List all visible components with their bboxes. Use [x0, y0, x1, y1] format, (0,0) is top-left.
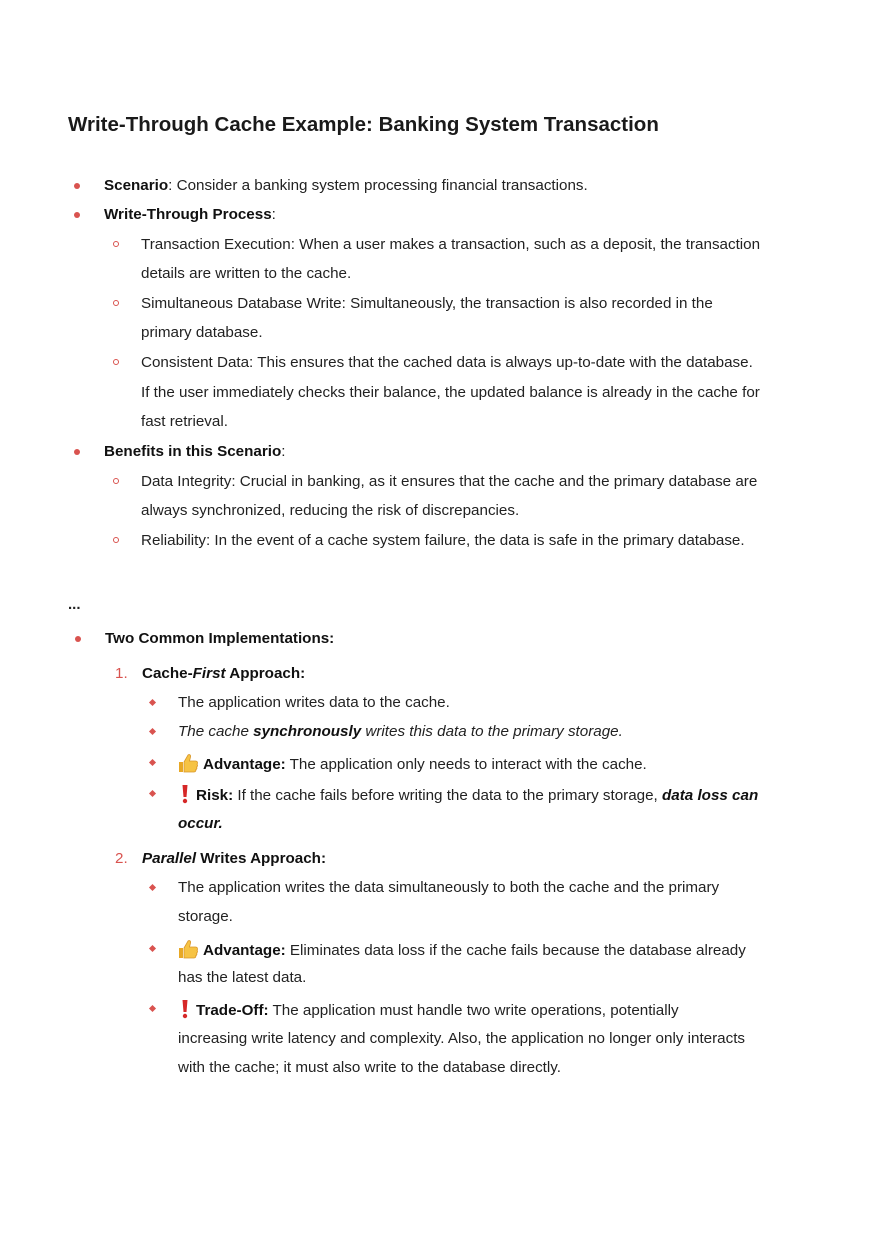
- approach-1-number: 1.: [115, 665, 128, 682]
- process-item-2-line-2: primary database.: [141, 324, 263, 341]
- approach-2-advantage: Advantage: Eliminates data loss if the cache fails because the database already: [177, 939, 746, 961]
- scenario-line: [104, 176, 588, 196]
- benefits-item-2-line-1: Reliability: In the event of a cache system failure, the data is safe in the primary database.: [141, 532, 745, 549]
- ellipsis-separator: ...: [68, 596, 81, 613]
- approach-2-tradeoff-line-2: increasing write latency and complexity. Also, the application no longer only interacts: [178, 1030, 746, 1047]
- bullet-icon: [75, 636, 81, 642]
- benefits-heading: Benefits in this Scenario:: [104, 443, 286, 460]
- approach-1-risk: Risk: If the cache fails before writing the data to the primary storage, data loss can: [178, 784, 758, 806]
- approach-2-heading: Parallel Writes Approach:: [142, 850, 327, 867]
- process-item-3-line-1: Consistent Data: This ensures that the cached data is always up-to-date with the database.: [141, 354, 753, 371]
- process-heading: Write-Through Process:: [104, 206, 276, 223]
- exclamation-icon: [178, 784, 192, 804]
- approach-1-advantage: Advantage: The application only needs to interact with the cache.: [177, 753, 647, 775]
- thumbs-up-icon: [177, 939, 199, 959]
- approach-2-point-1-line-2: storage.: [178, 908, 233, 925]
- diamond-bullet-icon: [149, 945, 156, 952]
- benefits-item-1-line-2: always synchronized, reducing the risk of discrepancies.: [141, 502, 520, 519]
- bullet-icon: [74, 212, 80, 218]
- approach-1-risk-line-2: occur.: [178, 815, 223, 832]
- bullet-icon: [74, 449, 80, 455]
- sub-bullet-icon: [113, 300, 119, 306]
- diamond-bullet-icon: [149, 728, 156, 735]
- approach-1-point-1: The application writes data to the cache.: [178, 694, 450, 711]
- approach-2-advantage-line-2: has the latest data.: [178, 969, 307, 986]
- sub-bullet-icon: [113, 359, 119, 365]
- process-item-3-line-3: fast retrieval.: [141, 413, 228, 430]
- approach-2-tradeoff-line-3: with the cache; it must also write to the database directly.: [178, 1059, 561, 1076]
- sub-bullet-icon: [113, 478, 119, 484]
- implementations-label: Two Common Implementations: [105, 630, 330, 647]
- sub-bullet-icon: [113, 241, 119, 247]
- sub-bullet-icon: [113, 537, 119, 543]
- exclamation-icon: [178, 999, 192, 1019]
- diamond-bullet-icon: [149, 699, 156, 706]
- benefits-item-1-line-1: Data Integrity: Crucial in banking, as it ensures that the cache and the primary database are: [141, 473, 758, 490]
- diamond-bullet-icon: [149, 884, 156, 891]
- page-title: Write-Through Cache Example: Banking System Transaction: [68, 113, 659, 136]
- bullet-icon: [74, 183, 80, 189]
- process-item-1-line-1: Transaction Execution: When a user makes a transaction, such as a deposit, the transaction: [141, 236, 761, 253]
- implementations-heading: Two Common Implementations:: [105, 630, 335, 647]
- approach-2-point-1-line-1: The application writes the data simultaneously to both the cache and the primary: [178, 879, 720, 896]
- approach-2-tradeoff: Trade-Off: The application must handle two write operations, potentially: [178, 999, 679, 1021]
- process-item-2-line-1: Simultaneous Database Write: Simultaneously, the transaction is also recorded in the: [141, 295, 713, 312]
- diamond-bullet-icon: [149, 759, 156, 766]
- scenario-label: Scenario: [104, 177, 169, 194]
- scenario-text: : Consider a banking system processing financial transactions.: [168, 177, 588, 194]
- approach-1-heading: Cache-First Approach:: [142, 665, 306, 682]
- thumbs-up-icon: [177, 753, 199, 773]
- process-item-1-line-2: details are written to the cache.: [141, 265, 352, 282]
- diamond-bullet-icon: [149, 790, 156, 797]
- approach-1-point-2: The cache synchronously writes this data to the primary storage.: [178, 723, 623, 740]
- process-item-3-line-2: If the user immediately checks their balance, the updated balance is already in the cache for: [141, 384, 760, 401]
- process-label: Write-Through Process: [104, 206, 272, 223]
- diamond-bullet-icon: [149, 1005, 156, 1012]
- benefits-label: Benefits in this Scenario: [104, 443, 282, 460]
- approach-2-number: 2.: [115, 850, 128, 867]
